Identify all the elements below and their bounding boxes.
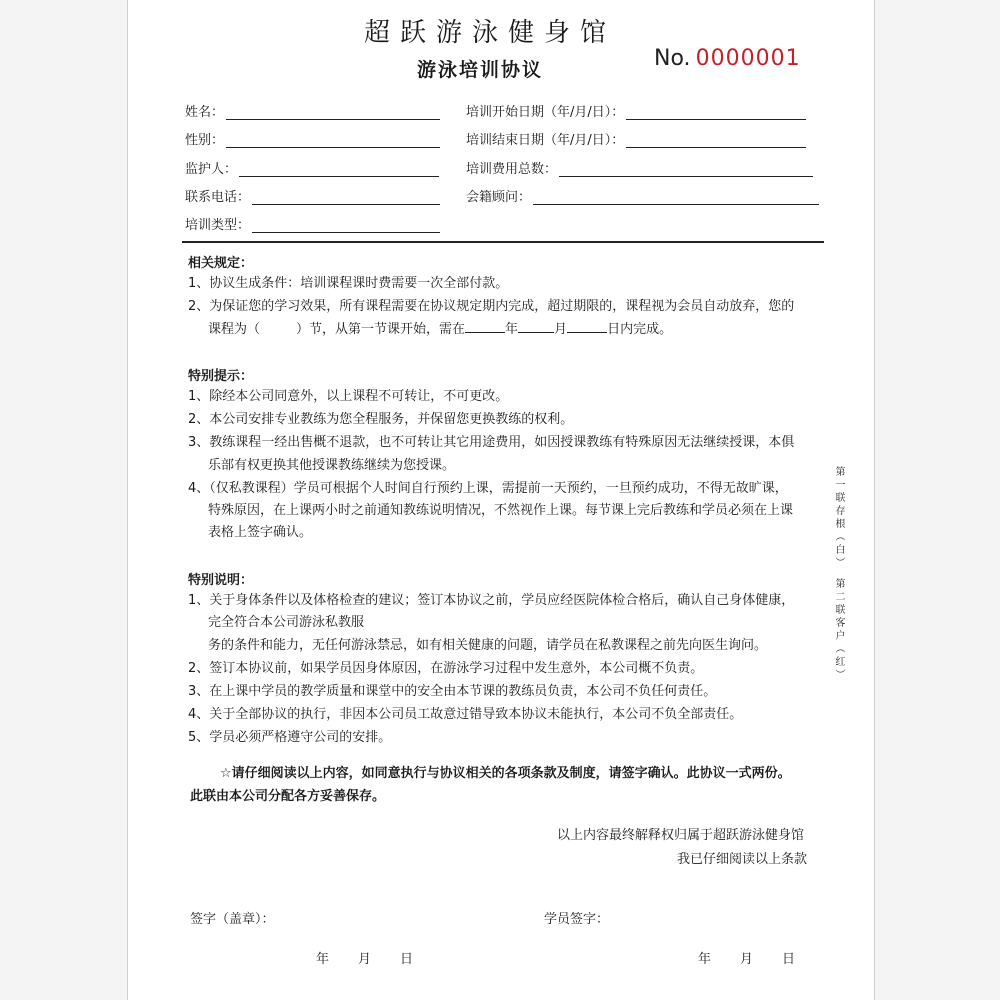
rule-item-1: 1、协议生成条件：培训课程课时费需要一次全部付款。	[188, 276, 509, 291]
note-item-1-end: 务的条件和能力，无任何游泳禁忌，如有相关健康的问题，请学员在私教课程之前先向医生询问。	[208, 638, 768, 653]
header-divider	[182, 241, 824, 243]
note-item-1-continued: 完全符合本公司游泳私教服	[208, 615, 365, 630]
notice-line-1: ☆请仔细阅读以上内容，如同意执行与协议相关的各项条款及制度，请签字确认。此协议一式两份。	[220, 766, 791, 781]
company-date-year: 年	[316, 952, 330, 967]
end-date-label: 培训结束日期（年/月/日）：	[466, 133, 625, 148]
gym-title: 超跃游泳健身馆	[364, 18, 617, 48]
student-signature-label[interactable]: 学员签字：	[544, 912, 610, 927]
rule-item-2-continued	[208, 318, 672, 341]
total-fee-input-line[interactable]	[559, 162, 813, 177]
day-blank[interactable]	[567, 320, 607, 333]
agreement-title: 游泳培训协议	[417, 59, 544, 81]
consultant-field[interactable]	[466, 186, 819, 205]
phone-label: 联系电话：	[185, 190, 251, 205]
rule-item-2: 2、为保证您的学习效果，所有课程需要在协议规定期内完成，超过期限的，课程视为会员自动放弃，您的	[188, 299, 795, 314]
rule-year-label: 年	[505, 322, 519, 337]
training-type-label: 培训类型：	[185, 218, 251, 233]
tip-item-3: 3、教练课程一经出售概不退款，也不可转让其它用途费用，如因授课教练有特殊原因无法继续授课，本俱	[188, 435, 795, 450]
phone-field[interactable]	[185, 186, 440, 205]
student-date-year: 年	[698, 952, 712, 967]
tip-item-2: 2、本公司安排专业教练为您全程服务，并保留您更换教练的权利。	[188, 412, 574, 427]
rule-day-label: 日内完成。	[607, 322, 673, 337]
total-fee-label: 培训费用总数：	[466, 162, 558, 177]
name-label: 姓名：	[185, 105, 225, 120]
student-date-day: 日	[782, 952, 796, 967]
serial-value: 0000001	[695, 46, 801, 71]
training-type-input-line[interactable]	[252, 218, 440, 233]
name-input-line[interactable]	[226, 105, 440, 120]
guardian-field[interactable]	[185, 158, 439, 177]
note-item-2: 2、签订本协议前，如果学员因身体原因，在游泳学习过程中发生意外，本公司概不负责。	[188, 661, 704, 676]
rule-course-count-close: ）节，从第一节课开始，需在	[296, 322, 466, 337]
note-item-1: 1、关于身体条件以及体格检查的建议；签订本协议之前，学员应经医院体检合格后，确认自己身体健康，	[188, 593, 795, 608]
student-date-month: 月	[740, 952, 754, 967]
start-date-field[interactable]	[466, 101, 806, 120]
tip-item-4-end: 表格上签字确认。	[208, 525, 313, 540]
total-fee-field[interactable]	[466, 158, 813, 177]
copy-label-1: 第一联存根（白）	[833, 466, 844, 570]
guardian-label: 监护人：	[185, 162, 238, 177]
month-blank[interactable]	[518, 320, 554, 333]
tip-item-1: 1、除经本公司同意外，以上课程不可转让，不可更改。	[188, 389, 509, 404]
tip-item-4: 4、（仅私教课程）学员可根据个人时间自行预约上课，需提前一天预约，一旦预约成功，不得无故旷课，	[188, 481, 788, 496]
rule-course-count-open: 课程为（	[208, 322, 261, 337]
guardian-input-line[interactable]	[239, 162, 439, 177]
tip-item-3-continued: 乐部有权更换其他授课教练继续为您授课。	[208, 458, 456, 473]
year-blank[interactable]	[465, 320, 505, 333]
read-confirmation: 我已仔细阅读以上条款	[677, 852, 808, 867]
start-date-input-line[interactable]	[626, 105, 806, 120]
name-field[interactable]	[185, 101, 440, 120]
gender-field[interactable]	[185, 129, 440, 148]
consultant-input-line[interactable]	[533, 190, 819, 205]
rights-statement: 以上内容最终解释权归属于超跃游泳健身馆	[557, 828, 805, 843]
rules-heading: 相关规定：	[188, 256, 254, 271]
end-date-input-line[interactable]	[626, 133, 806, 148]
company-signature-label[interactable]: 签字（盖章）：	[190, 912, 275, 927]
gender-input-line[interactable]	[226, 133, 440, 148]
serial-label: No.	[654, 46, 691, 71]
serial-number	[654, 46, 801, 71]
rule-month-label: 月	[554, 322, 568, 337]
phone-input-line[interactable]	[252, 190, 440, 205]
consultant-label: 会籍顾问：	[466, 190, 532, 205]
note-item-3: 3、在上课中学员的教学质量和课堂中的安全由本节课的教练员负责，本公司不负任何责任。	[188, 684, 717, 699]
company-date-month: 月	[358, 952, 372, 967]
note-item-5: 5、学员必须严格遵守公司的安排。	[188, 730, 392, 745]
tips-heading: 特别提示：	[188, 369, 254, 384]
company-date-day: 日	[400, 952, 414, 967]
notice-line-2: 此联由本公司分配各方妥善保存。	[190, 789, 386, 804]
notes-heading: 特别说明：	[188, 573, 254, 588]
gender-label: 性别：	[185, 133, 225, 148]
note-item-4: 4、关于全部协议的执行，非因本公司员工故意过错导致本协议未能执行，本公司不负全部责任。	[188, 707, 743, 722]
training-type-field[interactable]	[185, 214, 440, 233]
copy-label-2: 第二联客户（红）	[833, 578, 844, 682]
start-date-label: 培训开始日期（年/月/日）：	[466, 105, 625, 120]
agreement-sheet	[127, 0, 875, 1000]
tip-item-4-continued: 特殊原因，在上课两小时之前通知教练说明情况，不然视作上课。每节课上完后教练和学员必须在上课	[208, 503, 794, 518]
end-date-field[interactable]	[466, 129, 806, 148]
